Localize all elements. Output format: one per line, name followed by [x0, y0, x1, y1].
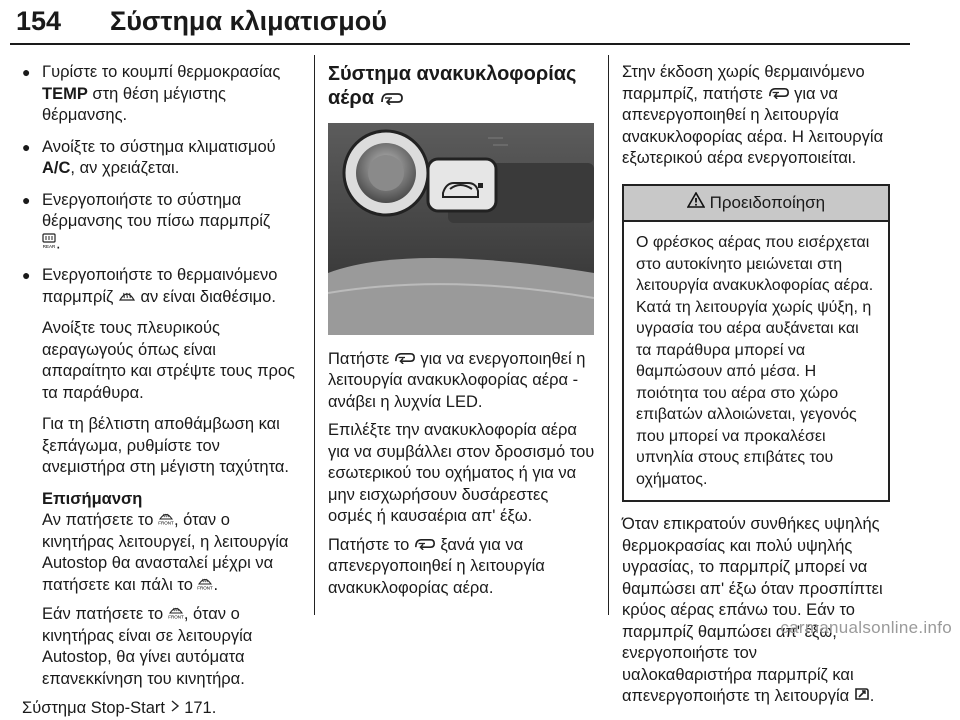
front-defrost-icon [168, 604, 184, 626]
warning-header: Προειδοποίηση [624, 186, 888, 223]
column-divider [608, 55, 609, 615]
warning-text: Ο φρέσκος αέρας που εισέρχεται στο αυτοκίνητο μειώνεται στη λειτουργία ανακυκλοφορίας αέρα. Κατά τη λειτουργία χωρίς ψύξη, η υγρασία του αέρα αυξάνεται και τα παράθυρα μπορεί να θαμπώσουν από μέσα. Η ποιότητα του αέρα στο χώρο επιβατών αλλοιώνεται, γεγονός που μπορεί να προκαλέσει υπνηλία στους επιβάτες του οχήματος. [636, 234, 874, 488]
cross-reference: Σύστημα Stop-Start 171. [22, 698, 304, 720]
recirculation-icon [768, 84, 790, 106]
front-defrost-icon [197, 575, 213, 597]
header-rule [10, 43, 910, 45]
watermark: carmanualsonline.info [780, 618, 952, 637]
list-item: Ανοίξτε τους πλευρικούς αεραγωγούς όπως είναι απαραίτητο και στρέψτε τους προς τα παράθυρα. [42, 319, 295, 402]
paragraph: Στην έκδοση χωρίς θερμαινόμενο παρμπρίζ, πατήστε για να απενεργοποιηθεί η λειτουργία ανακυκλοφορίας αέρα. Η λειτουργία εξωτερικού αέρα ενεργοποιείται. [622, 63, 884, 168]
list-item: ● Ανοίξτε το σύστημα κλιματισμού A/C, αν χρειάζεται. [22, 137, 276, 177]
column-middle [328, 62, 596, 606]
paragraph: Επιλέξτε την ανακυκλοφορία αέρα για να συμβάλλει στον δροσισμό του εσωτερικού του οχήματος ή για να μην εισχωρήσουν δυσάρεστες οσμές ή καυσαέρια απ' έξω. [328, 421, 595, 526]
warning-box [622, 184, 890, 503]
note-title: Επισήμανση [42, 489, 143, 508]
column-divider [314, 55, 315, 615]
windscreen-demist-icon [854, 686, 870, 708]
column-left [22, 62, 304, 720]
svg-text:FRONT: FRONT [158, 520, 174, 526]
list-item: Για τη βέλτιστη αποθάμβωση και ξεπάγωμα, ρυθμίστε τον ανεμιστήρα στη μέγιστη ταχύτητα. [42, 415, 290, 477]
page-reference-arrow-icon [170, 698, 180, 720]
control-panel-photo [328, 123, 594, 335]
heated-windscreen-icon [118, 287, 136, 309]
recirculation-icon [414, 535, 436, 557]
list-item: ● Ενεργοποιήστε το σύστημα θέρμανσης του πίσω παρμπρίζ REAR . [22, 190, 304, 256]
list-item: ● Ενεργοποιήστε το θερμαινόμενο παρμπρίζ αν είναι διαθέσιμο. [22, 265, 304, 308]
page-number: 154 [16, 6, 62, 36]
paragraph: Πατήστε το ξανά για να απενεργοποιηθεί η λειτουργία ανακυκλοφορίας αέρα. [328, 535, 545, 597]
page-header [0, 0, 960, 46]
note-paragraph: Αν πατήσετε το FRONT , όταν ο κινητήρας λειτουργεί, η λειτουργία Autostop θα ανασταλεί μέχρι να πατήσετε και πάλι το FRONT . [42, 510, 304, 596]
svg-text:FRONT: FRONT [197, 585, 214, 590]
page-title: Σύστημα κλιματισμού [110, 6, 387, 36]
recirculation-icon [394, 349, 416, 371]
svg-text:REAR: REAR [42, 243, 56, 249]
note-paragraph: Εάν πατήσετε το FRONT , όταν ο κινητήρας είναι σε λειτουργία Autostop, θα γίνει αυτόματα επανεκκίνηση του κινητήρα. [42, 605, 253, 688]
paragraph: Πατήστε για να ενεργοποιηθεί η λειτουργία ανακυκλοφορίας αέρα - ανάβει η λυχνία LED. [328, 349, 586, 411]
warning-triangle-icon [687, 192, 705, 214]
recirculation-icon [380, 87, 404, 111]
section-heading: Σύστημα ανακυκλοφορίας αέρα [328, 63, 577, 109]
svg-text:FRONT: FRONT [168, 614, 184, 620]
list-item: ● Γυρίστε το κουμπί θερμοκρασίας TEMP στη θέση μέγιστης θέρμανσης. [22, 63, 281, 124]
paragraph: Όταν επικρατούν συνθήκες υψηλής θερμοκρασίας και πολύ υψηλής υγρασίας, το παρμπρίζ μπορεί να θαμπώσει απ' έξω όταν προσπίπτει κρύος αέρας επάνω του. Εάν το παρμπρίζ θαμπώσει απ' έξω, ενεργοποιήστε τον υαλοκαθαριστήρα παρμπρίζ και απενεργοποιήστε τη λειτουργία . [622, 514, 890, 708]
note-block [22, 489, 304, 691]
column-right [622, 62, 890, 715]
front-defrost-icon [158, 510, 174, 532]
rear-window-heater-icon [42, 233, 56, 256]
